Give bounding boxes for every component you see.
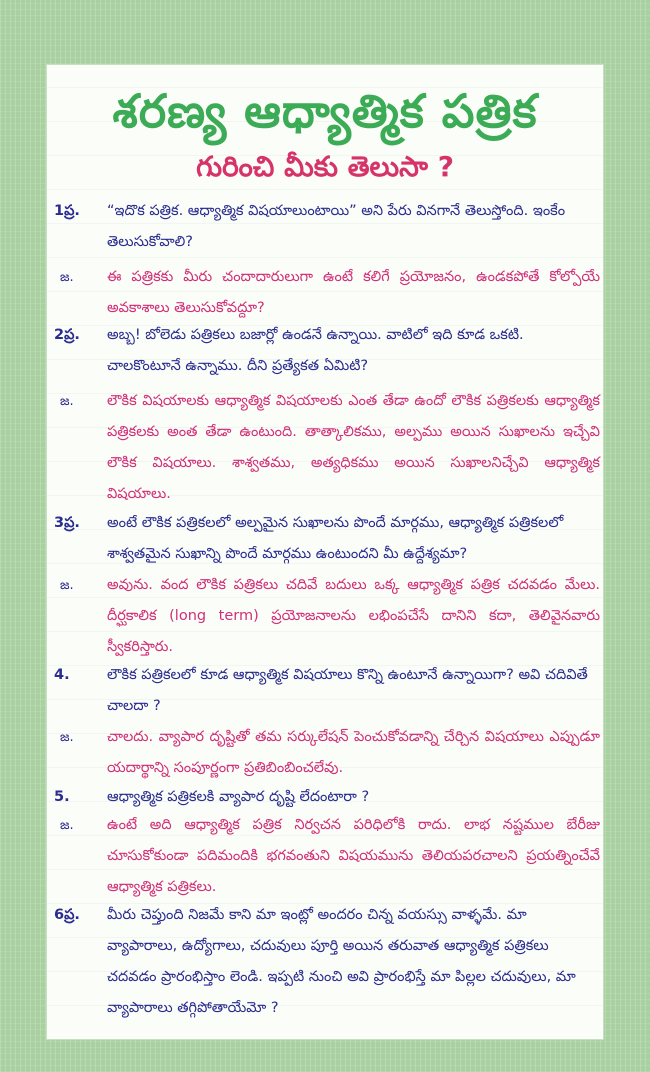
question-label: 6ప్ర.	[54, 907, 80, 923]
question-text: “ఇదొక పత్రిక. ఆధ్యాత్మిక విషయాలుంటాయి” అని పేరు వినగానే తెలుస్తోంది. ఇంకేం తెలుసుకోవాలి?	[107, 203, 566, 250]
question-text: ఆధ్యాత్మిక పత్రికలకి వ్యాపార దృష్టి లేదంటారా ?	[107, 789, 370, 805]
question-6	[54, 900, 600, 1024]
question-label: 5.	[54, 789, 70, 805]
question-label: 1ప్ర.	[54, 203, 80, 219]
question-1	[54, 196, 600, 258]
answer-5	[54, 810, 600, 903]
question-4	[54, 660, 600, 722]
page-title: శరణ్య ఆధ్యాత్మిక పత్రిక	[112, 84, 538, 138]
page-subtitle: గురించి మీకు తెలుసా ?	[196, 150, 454, 183]
answer-text: చాలదు. వ్యాపార దృష్టితో తమ సర్కులేషన్ పెంచుకోవడాన్ని చేర్చిన విషయాలు ఎప్పుడూ యదార్థాన్ని సంపూర్ణంగా ప్రతిబింబించలేవు.	[107, 729, 600, 776]
answer-text: లౌకిక విషయాలకు ఆధ్యాత్మిక విషయాలకు ఎంత తేడా ఉందో లౌకిక పత్రికలకు ఆధ్యాత్మిక పత్రికలకు అంత తేడా ఉంటుంది. తాత్కాలికము, అల్పము అయిన సుఖాలను ఇచ్చేవి లౌకిక విషయాలు. శాశ్వతము, అత్యధికము అయిన సుఖాలనిచ్చేవి ఆధ్యాత్మిక విషయాలు.	[107, 393, 600, 502]
answer-3	[54, 570, 600, 663]
question-label: 2ప్ర.	[54, 327, 80, 343]
question-2	[54, 320, 600, 382]
answer-label: జ.	[60, 818, 74, 833]
answer-text: ఉంటే అది ఆధ్యాత్మిక పత్రిక నిర్వచన పరిధిలోకి రాదు. లాభ నష్టముల బేరీజు చూసుకోకుండా పదిమందికి భగవంతుని విషయమును తెలియపరచాలని ప్రయత్నించేవే ఆధ్యాత్మిక పత్రికలు.	[107, 817, 600, 895]
question-text: అబ్బ! బోలెడు పత్రికలు బజార్లో ఉండనే ఉన్నాయి. వాటిలో ఇది కూడ ఒకటి. చాలకొంటూనే ఉన్నాము. దీని ప్రత్యేకత ఏమిటి?	[107, 327, 524, 374]
question-text: అంటే లౌకిక పత్రికలలో అల్పమైన సుఖాలను పొందే మార్గము, ఆధ్యాత్మిక పత్రికలలో శాశ్వతమైన సుఖాన్ని పొందే మార్గము ఉంటుందని మీ ఉద్దేశ్యమా?	[107, 515, 564, 562]
question-3	[54, 508, 600, 570]
answer-text: అవును. వంద లౌకిక పత్రికలు చదివే బదులు ఒక్క ఆధ్యాత్మిక పత్రిక చదవడం మేలు. దీర్ఘకాలిక (long term) ప్రయోజనాలను లభింపచేసే దానిని కదా, తెలివైనవారు స్వీకరిస్తారు.	[107, 577, 600, 655]
question-5	[54, 782, 600, 813]
question-label: 3ప్ర.	[54, 515, 80, 531]
answer-label: జ.	[60, 578, 74, 593]
answer-1	[54, 262, 600, 324]
pamphlet-page	[46, 64, 604, 1040]
answer-2	[54, 386, 600, 510]
question-label: 4.	[54, 667, 70, 683]
answer-4	[54, 722, 600, 784]
answer-text: ఈ పత్రికకు మీరు చందాదారులుగా ఉంటే కలిగే ప్రయోజనం, ఉండకపోతే కోల్పోయే అవకాశాలు తెలుసుకోవద్దూ?	[107, 269, 600, 316]
answer-label: జ.	[60, 270, 74, 285]
question-text: లౌకిక పత్రికలలో కూడ ఆధ్యాత్మిక విషయాలు కొన్ని ఉంటూనే ఉన్నాయిగా? అవి చదివితే చాలదా ?	[107, 667, 588, 714]
question-text: మీరు చెప్తుంది నిజమే కాని మా ఇంట్లో అందరం చిన్న వయస్సు వాళ్ళమే. మా వ్యాపారాలు, ఉద్యోగాలు, చదువులు పూర్తి అయిన తరువాత ఆధ్యాత్మిక పత్రికలు చదవడం ప్రారంభిస్తాం లెండి. ఇప్పటి నుంచి అవి ప్రారంభిస్తే మా పిల్లల చదువులు, మా వ్యాపారాలు తగ్గిపోతాయేమో ?	[107, 907, 576, 1016]
answer-label: జ.	[60, 394, 74, 409]
answer-label: జ.	[60, 730, 74, 745]
